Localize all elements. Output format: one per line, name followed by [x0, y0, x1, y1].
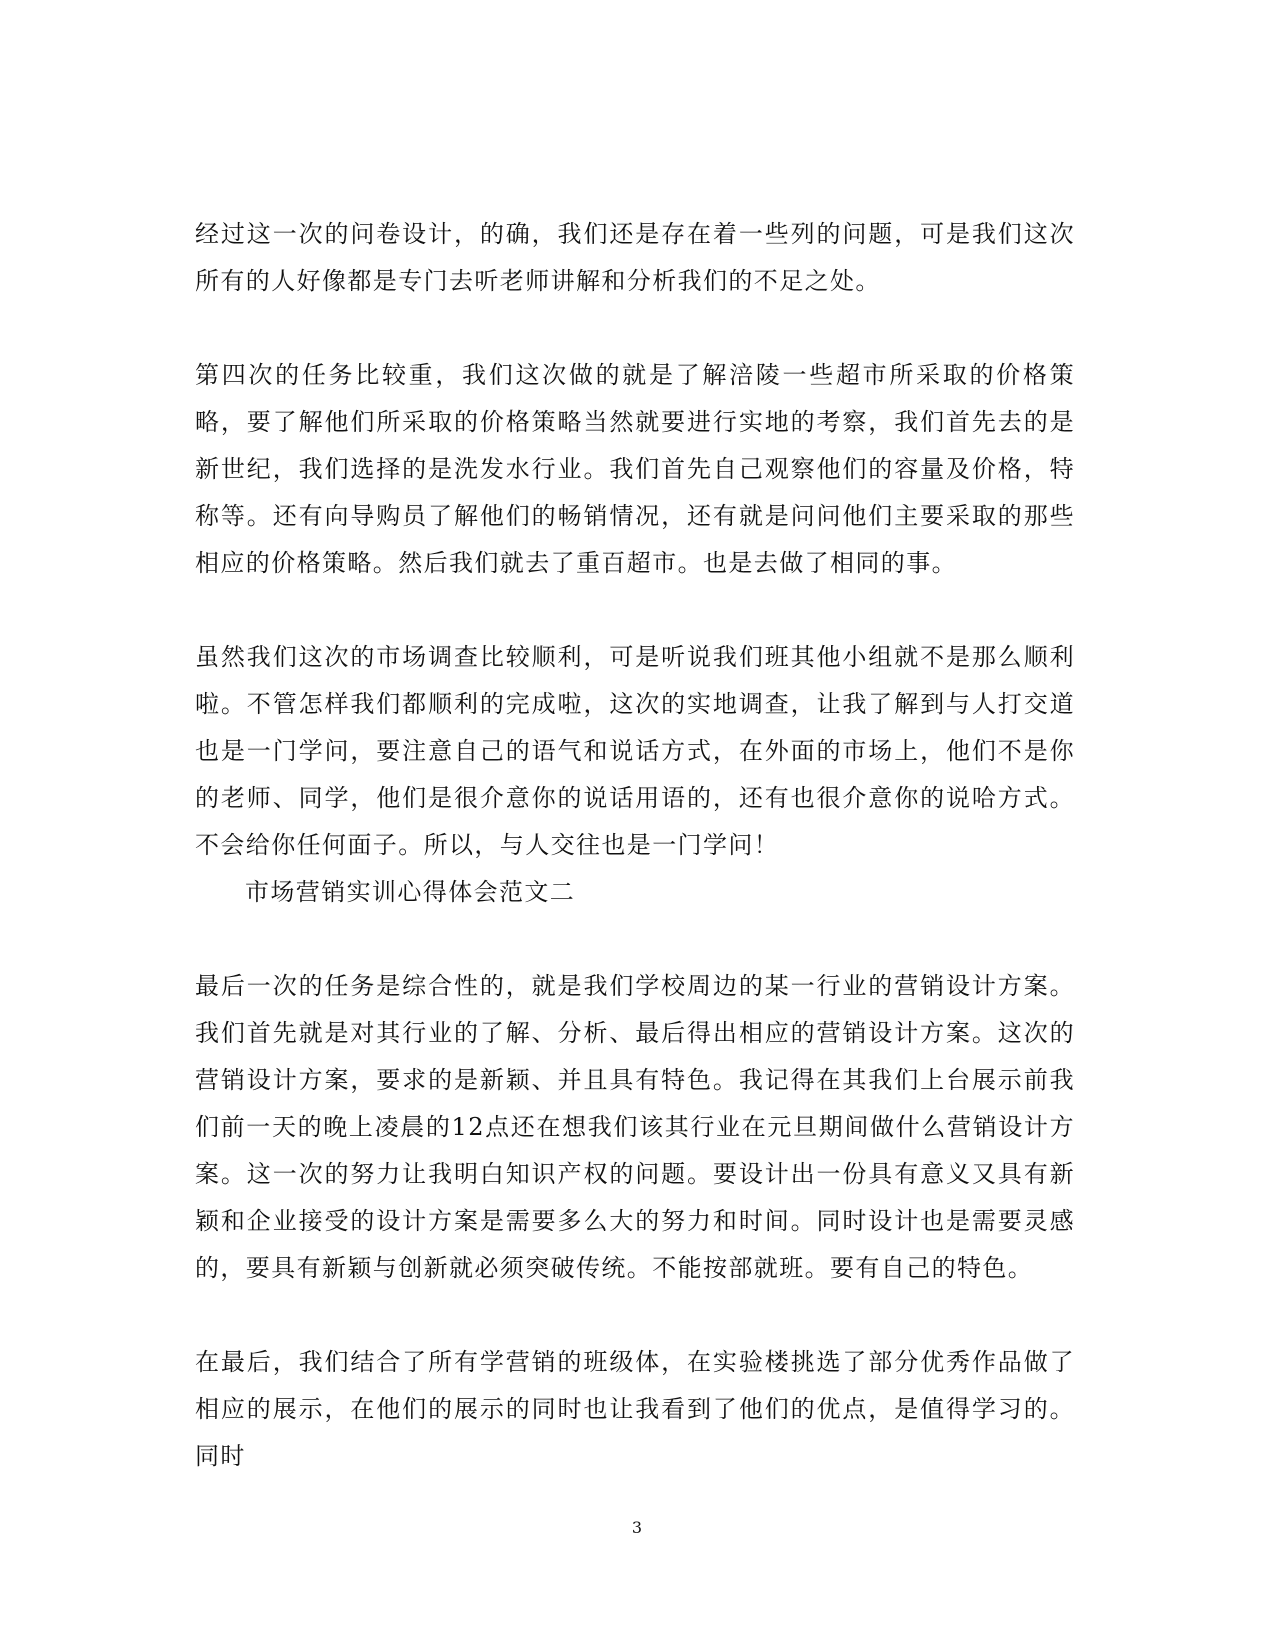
paragraph-market-survey: 虽然我们这次的市场调查比较顺利，可是听说我们班其他小组就不是那么顺利啦。不管怎样我们都顺利的完成啦，这次的实地调查，让我了解到与人打交道也是一门学问，要注意自己的语气和说话方式，在外面的市场上，他们不是你的老师、同学，他们是很介意你的说话用语的，还有也很介意你的说哈方式。不会给你任何面子。所以，与人交往也是一门学问！ [195, 643, 1075, 859]
paragraph-exhibition: 在最后，我们结合了所有学营销的班级体，在实验楼挑选了部分优秀作品做了相应的展示，在他们的展示的同时也让我看到了他们的优点，是值得学习的。同时 [195, 1348, 1075, 1470]
page-number: 3 [631, 1518, 643, 1537]
paragraph-questionnaire-reflection: 经过这一次的问卷设计，的确，我们还是存在着一些列的问题，可是我们这次所有的人好像都是专门去听老师讲解和分析我们的不足之处。 [195, 220, 1075, 295]
paragraph-pricing-strategy-task: 第四次的任务比较重，我们这次做的就是了解涪陵一些超市所采取的价格策略，要了解他们所采取的价格策略当然就要进行实地的考察，我们首先去的是新世纪，我们选择的是洗发水行业。我们首先自己观察他们的容量及价格，特称等。还有向导购员了解他们的畅销情况，还有就是问问他们主要采取的那些相应的价格策略。然后我们就去了重百超市。也是去做了相同的事。 [195, 361, 1075, 577]
paragraph-spacer [195, 587, 1075, 634]
section-heading: 市场营销实训心得体会范文二 [245, 878, 576, 906]
paragraph-spacer [195, 305, 1075, 352]
paragraph-spacer [195, 1292, 1075, 1339]
paragraph-spacer [195, 916, 1075, 963]
paragraph-final-task: 最后一次的任务是综合性的，就是我们学校周边的某一行业的营销设计方案。我们首先就是对其行业的了解、分析、最后得出相应的营销设计方案。这次的营销设计方案，要求的是新颖、并且具有特色。我记得在其我们上台展示前我们前一天的晚上凌晨的12点还在想我们该其行业在元旦期间做什么营销设计方案。这一次的努力让我明白知识产权的问题。要设计出一份具有意义又具有新颖和企业接受的设计方案是需要多么大的努力和时间。同时设计也是需要灵感的，要具有新颖与创新就必须突破传统。不能按部就班。要有自己的特色。 [195, 972, 1075, 1282]
document-body [195, 211, 1075, 1480]
